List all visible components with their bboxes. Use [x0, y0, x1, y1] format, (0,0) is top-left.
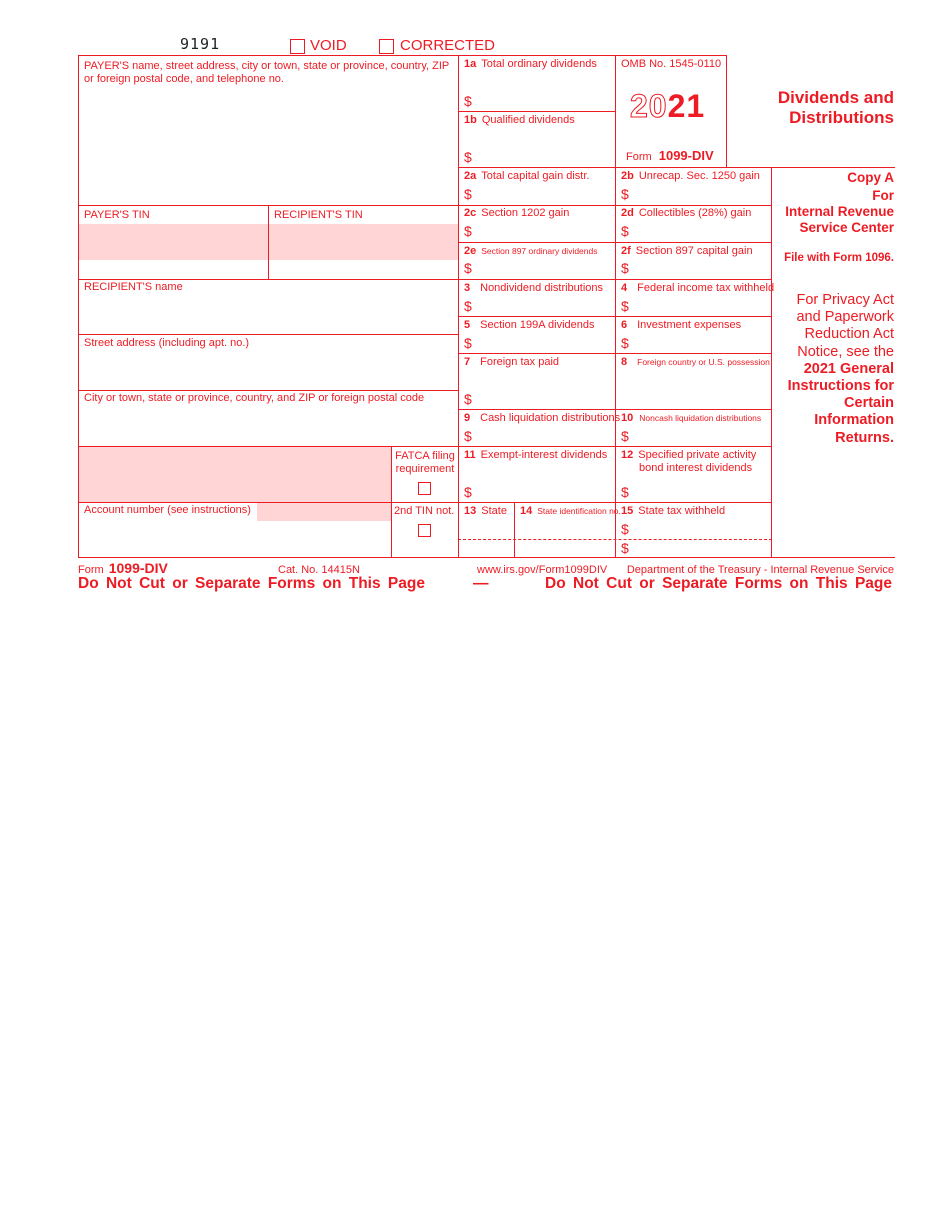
- box-11-label: 11 Exempt-interest dividends: [464, 449, 608, 461]
- account-number-label: Account number (see instructions): [84, 504, 251, 516]
- file-with: File with Form 1096.: [784, 252, 894, 264]
- box-10-label: 10 Noncash liquidation distributions: [621, 412, 762, 424]
- payer-tin-label: PAYER'S TIN: [84, 209, 150, 221]
- account-shade: [257, 503, 391, 521]
- box-11-dollar: $: [464, 484, 472, 500]
- box-9-label: 9 Cash liquidation distributions: [464, 412, 621, 424]
- do-not-cut-left: Do Not Cut or Separate Forms on This Page: [78, 575, 425, 592]
- form-label: Form 1099-DIV: [626, 148, 714, 163]
- box-15-dollar-1: $: [621, 521, 629, 537]
- tax-year-bold: 21: [667, 88, 706, 124]
- box-10-dollar: $: [621, 428, 629, 444]
- footer-cat: Cat. No. 14415N: [278, 564, 360, 576]
- box-7-label: 7 Foreign tax paid: [464, 356, 560, 368]
- box-15-label: 15 State tax withheld: [621, 505, 726, 517]
- box-2f-label: 2f Section 897 capital gain: [621, 245, 753, 257]
- box-6-label: 6 Investment expenses: [621, 319, 742, 331]
- recipient-tin-shade: [269, 224, 458, 260]
- copy-a: Copy A For Internal Revenue Service Center: [785, 170, 894, 235]
- box-5-label: 5 Section 199A dividends: [464, 319, 595, 331]
- box-2b-dollar: $: [621, 186, 629, 202]
- city-label: City or town, state or province, country, and ZIP or foreign postal code: [84, 392, 425, 404]
- privacy-notice: For Privacy Act and Paperwork Reduction Act Notice, see the 2021 General Instructions for Certain Information Returns.: [787, 292, 894, 446]
- fatca-shade: [79, 447, 391, 502]
- street-address-label: Street address (including apt. no.): [84, 337, 250, 349]
- recipient-name-label: RECIPIENT'S name: [84, 281, 183, 293]
- omb-number: OMB No. 1545-0110: [621, 58, 722, 70]
- box-1a-label: 1a Total ordinary dividends: [464, 58, 597, 70]
- box-9-dollar: $: [464, 428, 472, 444]
- corrected-label: CORRECTED: [400, 37, 496, 54]
- box-3-dollar: $: [464, 298, 472, 314]
- corrected-checkbox[interactable]: [379, 39, 394, 54]
- box-12-label: 12 Specified private activity bond interest dividends: [621, 449, 757, 474]
- fatca-checkbox[interactable]: [418, 482, 431, 495]
- box-2c-label: 2c Section 1202 gain: [464, 207, 570, 219]
- form-title: Dividends and Distributions: [777, 88, 894, 127]
- payer-name-label: PAYER'S name, street address, city or town, state or province, country, ZIP or foreign postal code, and telephone no.: [84, 60, 450, 85]
- box-4-dollar: $: [621, 298, 629, 314]
- box-6-dollar: $: [621, 335, 629, 351]
- payer-tin-shade: [79, 224, 268, 260]
- box-2d-dollar: $: [621, 223, 629, 239]
- box-13-label: 13 State: [464, 505, 507, 517]
- box-8-label: 8 Foreign country or U.S. possession: [621, 356, 770, 368]
- tax-year: [630, 88, 705, 124]
- box-2e-label: 2e Section 897 ordinary dividends: [464, 245, 598, 257]
- footer-dept: Department of the Treasury - Internal Revenue Service: [626, 564, 894, 576]
- void-label: VOID: [310, 37, 347, 54]
- second-tin-label: 2nd TIN not.: [394, 505, 455, 517]
- box-15-dollar-2: $: [621, 540, 629, 556]
- box-2a-label: 2a Total capital gain distr.: [464, 170, 590, 182]
- box-1b-dollar: $: [464, 149, 472, 165]
- second-tin-checkbox[interactable]: [418, 524, 431, 537]
- footer-form: Form 1099-DIV: [78, 560, 168, 576]
- do-not-cut-dash: —: [473, 575, 489, 592]
- box-2f-dollar: $: [621, 260, 629, 276]
- recipient-tin-label: RECIPIENT'S TIN: [274, 209, 363, 221]
- fatca-label: FATCA filing requirement: [395, 450, 455, 475]
- box-12-dollar: $: [621, 484, 629, 500]
- box-5-dollar: $: [464, 335, 472, 351]
- box-7-dollar: $: [464, 391, 472, 407]
- box-3-label: 3 Nondividend distributions: [464, 282, 604, 294]
- box-1b-label: 1b Qualified dividends: [464, 114, 575, 126]
- tax-year-outline: 20: [630, 88, 668, 124]
- box-2e-dollar: $: [464, 260, 472, 276]
- box-1a-dollar: $: [464, 93, 472, 109]
- box-4-label: 4 Federal income tax withheld: [621, 282, 775, 294]
- box-2d-label: 2d Collectibles (28%) gain: [621, 207, 752, 219]
- do-not-cut-right: Do Not Cut or Separate Forms on This Page: [545, 575, 892, 592]
- box-14-label: 14 State identification no.: [520, 505, 621, 517]
- box-2b-label: 2b Unrecap. Sec. 1250 gain: [621, 170, 760, 182]
- form-code: 9191: [180, 35, 221, 53]
- void-checkbox[interactable]: [290, 39, 305, 54]
- box-2c-dollar: $: [464, 223, 472, 239]
- footer-url: www.irs.gov/Form1099DIV: [477, 564, 608, 576]
- box-2a-dollar: $: [464, 186, 472, 202]
